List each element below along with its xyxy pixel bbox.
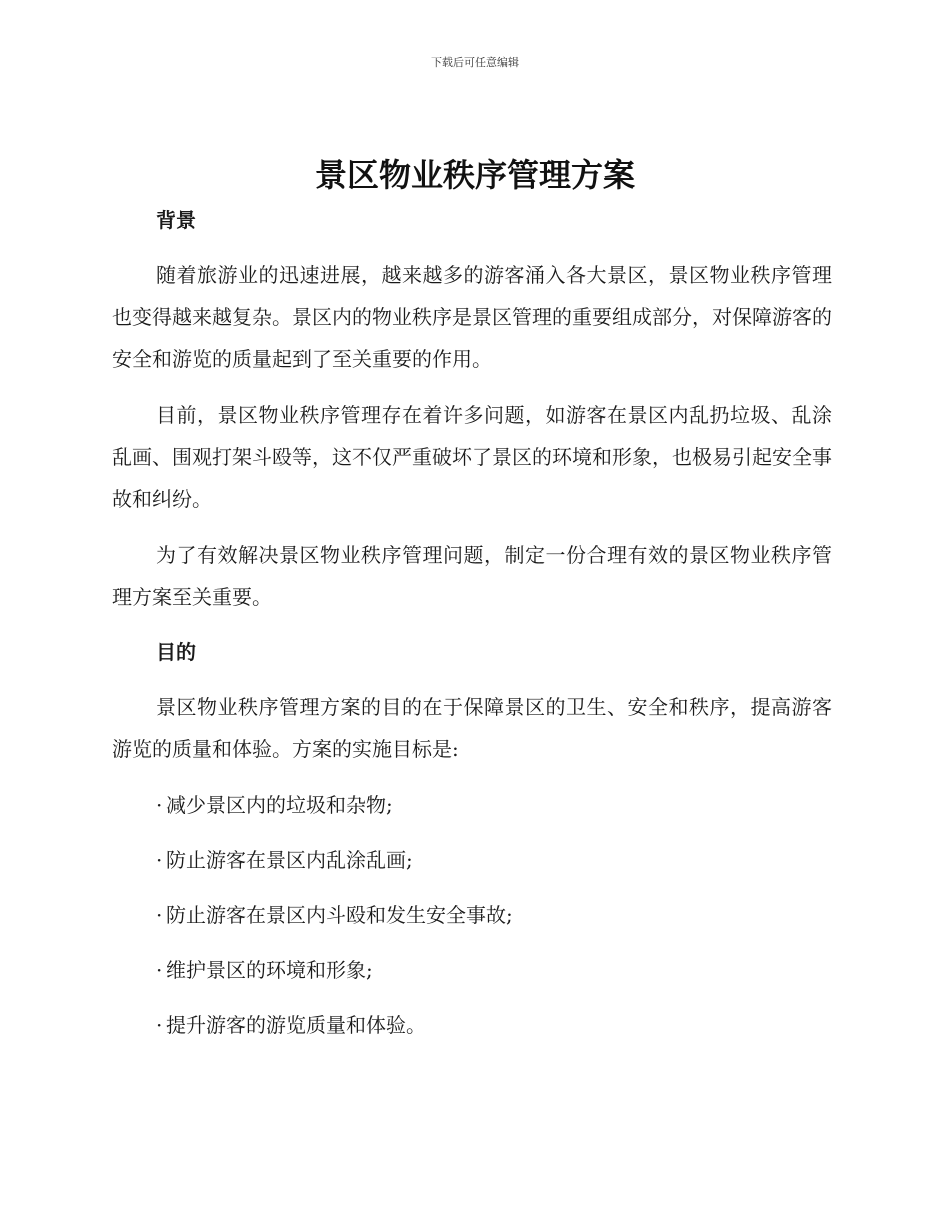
bullet-mark: · bbox=[156, 793, 163, 817]
list-item bbox=[112, 784, 832, 826]
list-item bbox=[112, 1004, 832, 1046]
section-heading-purpose: 目的 bbox=[156, 640, 196, 664]
page-header-note: 下载后可任意编辑 bbox=[431, 56, 519, 69]
section-heading-background: 背景 bbox=[156, 208, 196, 232]
bullet-mark: · bbox=[156, 958, 163, 982]
list-item bbox=[112, 949, 832, 991]
list-item bbox=[112, 894, 832, 936]
bullet-mark: · bbox=[156, 848, 163, 872]
purpose-intro-paragraph: 景区物业秩序管理方案的目的在于保障景区的卫生、安全和秩序，提高游客游览的质量和体验。方案的实施目标是: bbox=[112, 695, 832, 761]
purpose-goal-list bbox=[112, 784, 832, 1046]
background-paragraph-1: 随着旅游业的迅速进展，越来越多的游客涌入各大景区，景区物业秩序管理也变得越来越复杂。景区内的物业秩序是景区管理的重要组成部分，对保障游客的安全和游览的质量起到了至关重要的作用。 bbox=[112, 263, 832, 371]
document-body bbox=[112, 200, 832, 1059]
list-item bbox=[112, 839, 832, 881]
background-paragraph-3: 为了有效解决景区物业秩序管理问题，制定一份合理有效的景区物业秩序管理方案至关重要。 bbox=[112, 543, 832, 609]
list-item-text: 防止游客在景区内乱涂乱画; bbox=[166, 848, 413, 872]
list-item-text: 减少景区内的垃圾和杂物; bbox=[166, 793, 393, 817]
background-paragraph-2: 目前，景区物业秩序管理存在着许多问题，如游客在景区内乱扔垃圾、乱涂乱画、围观打架斗殴等，这不仅严重破坏了景区的环境和形象，也极易引起安全事故和纠纷。 bbox=[112, 403, 832, 511]
document-title: 景区物业秩序管理方案 bbox=[314, 156, 635, 194]
list-item-text: 防止游客在景区内斗殴和发生安全事故; bbox=[166, 903, 513, 927]
bullet-mark: · bbox=[156, 1013, 163, 1037]
list-item-text: 维护景区的环境和形象; bbox=[166, 958, 373, 982]
bullet-mark: · bbox=[156, 903, 163, 927]
list-item-text: 提升游客的游览质量和体验。 bbox=[166, 1013, 426, 1037]
